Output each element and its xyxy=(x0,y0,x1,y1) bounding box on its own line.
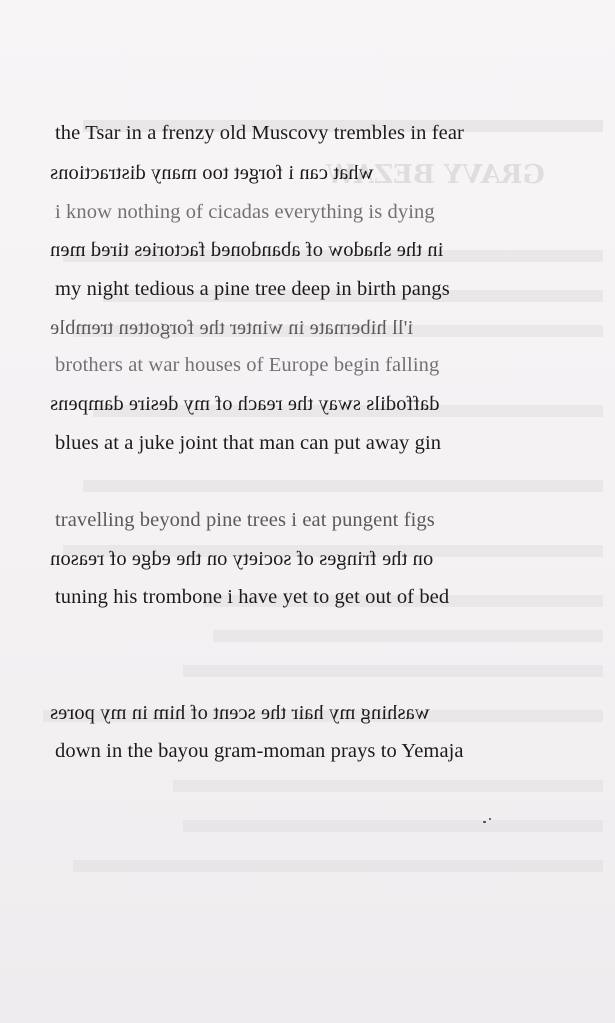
poem-line-4-mirrored: in the shadow of abandoned factories tired men xyxy=(50,239,444,261)
poem-line-11-mirrored: on the fringes of society on the edge of reason xyxy=(50,548,434,570)
poem-line-9: blues at a juke joint that man can put away gin xyxy=(55,432,442,454)
poem-line-3: i know nothing of cicadas everything is dying xyxy=(55,201,435,223)
poem-line-5: my night tedious a pine tree deep in birth pangs xyxy=(55,278,450,300)
poem-line-7: brothers at war houses of Europe begin falling xyxy=(55,354,440,376)
poem-line-14: down in the bayou gram-moman prays to Yemaja xyxy=(55,740,464,762)
poem-line-8-mirrored: daffodils sway the reach of my desire dampens xyxy=(50,393,440,415)
poem-line-12: tuning his trombone i have yet to get out of bed xyxy=(55,586,450,608)
show-through-title: GRAVY BEZAW xyxy=(326,160,545,190)
poem-line-6-mirrored: i'll hibernate in winter the forgotten tremble xyxy=(50,317,414,339)
poem-line-2-mirrored: what can i forget too many distractions xyxy=(50,162,374,184)
ink-speck xyxy=(483,821,486,823)
poem-line-13-mirrored: washing my hair the scent of him in my pores xyxy=(50,702,430,724)
ink-speck xyxy=(489,818,491,820)
poem-line-10: travelling beyond pine trees i eat pungent figs xyxy=(55,509,435,531)
poem-line-1: the Tsar in a frenzy old Muscovy trembles in fear xyxy=(55,122,464,144)
